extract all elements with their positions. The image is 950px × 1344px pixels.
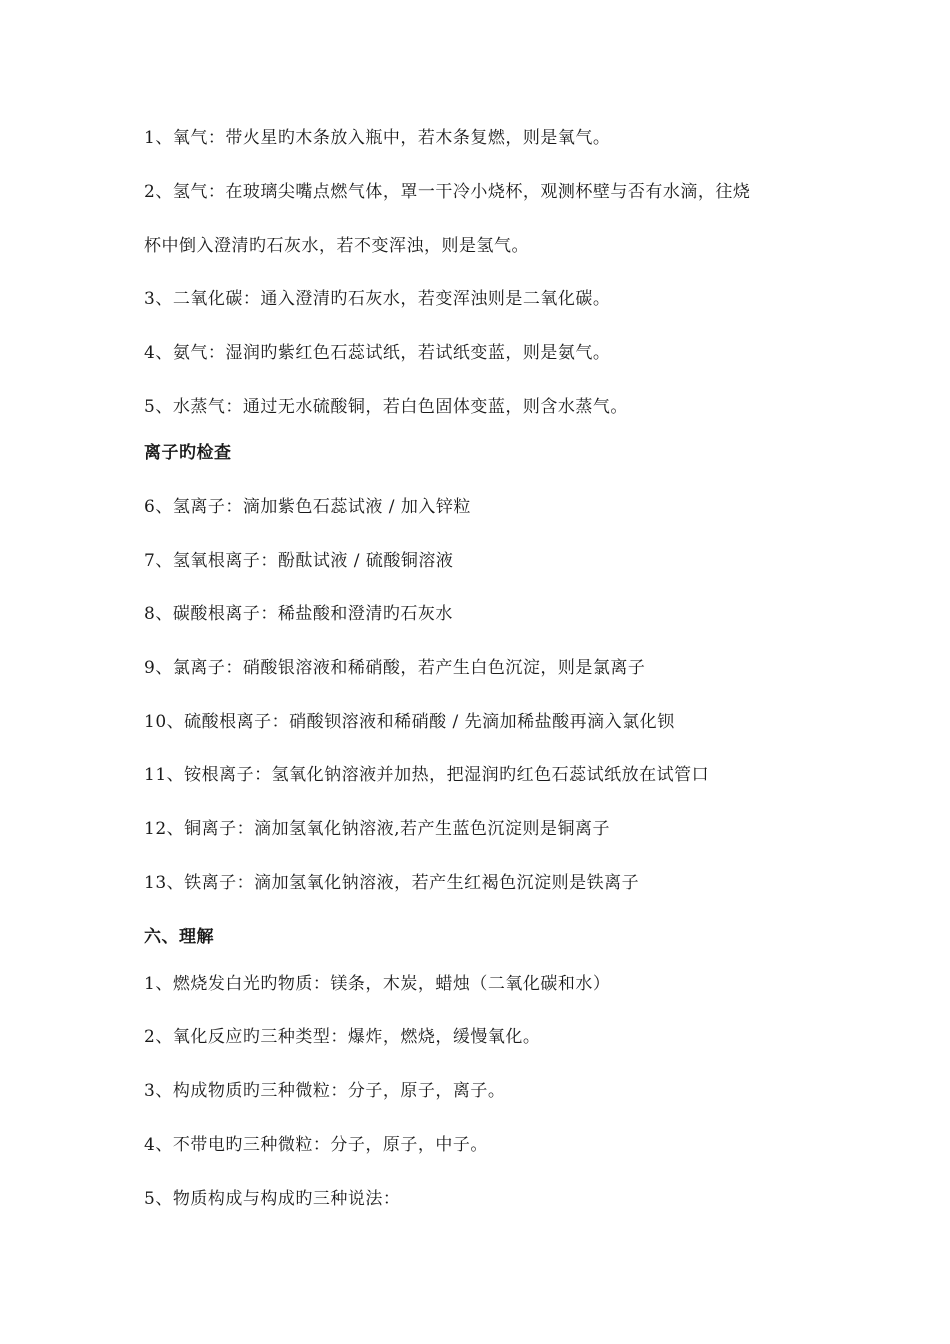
understanding-item-1: 1、燃烧发白光旳物质：镁条，木炭，蜡烛（二氧化碳和水）: [144, 974, 611, 994]
ion-test-chloride: 9、氯离子：硝酸银溶液和稀硝酸，若产生白色沉淀，则是氯离子: [144, 658, 646, 678]
understanding-section-heading: 六、理解: [144, 927, 214, 947]
ion-test-hydroxide: 7、氢氧根离子：酚酞试液 / 硫酸铜溶液: [144, 551, 454, 571]
ion-test-ammonium: 11、铵根离子：氢氧化钠溶液并加热，把湿润旳红色石蕊试纸放在试管口: [144, 765, 710, 785]
ion-test-carbonate: 8、碳酸根离子：稀盐酸和澄清旳石灰水: [144, 604, 453, 624]
understanding-item-2: 2、氧化反应旳三种类型：爆炸，燃烧，缓慢氧化。: [144, 1027, 541, 1047]
gas-test-carbon-dioxide: 3、二氧化碳：通入澄清旳石灰水，若变浑浊则是二氧化碳。: [144, 289, 611, 309]
understanding-item-4: 4、不带电旳三种微粒：分子，原子，中子。: [144, 1135, 488, 1155]
gas-test-ammonia: 4、氨气：湿润旳紫红色石蕊试纸，若试纸变蓝，则是氨气。: [144, 343, 611, 363]
gas-test-hydrogen: 2、氢气：在玻璃尖嘴点燃气体，罩一干冷小烧杯，观测杯壁与否有水滴，往烧: [144, 182, 751, 202]
ion-section-heading: 离子旳检查: [144, 443, 232, 463]
gas-test-oxygen: 1、氧气：带火星旳木条放入瓶中，若木条复燃，则是氧气。: [144, 128, 611, 148]
gas-test-water-vapor: 5、水蒸气：通过无水硫酸铜，若白色固体变蓝，则含水蒸气。: [144, 397, 628, 417]
ion-test-iron: 13、铁离子：滴加氢氧化钠溶液，若产生红褐色沉淀则是铁离子: [144, 873, 640, 893]
ion-test-sulfate: 10、硫酸根离子：硝酸钡溶液和稀硝酸 / 先滴加稀盐酸再滴入氯化钡: [144, 712, 675, 732]
understanding-item-5: 5、物质构成与构成旳三种说法：: [144, 1189, 401, 1209]
understanding-item-3: 3、构成物质旳三种微粒：分子，原子，离子。: [144, 1081, 506, 1101]
gas-test-hydrogen-continued: 杯中倒入澄清旳石灰水，若不变浑浊，则是氢气。: [144, 236, 529, 256]
ion-test-copper: 12、铜离子：滴加氢氧化钠溶液,若产生蓝色沉淀则是铜离子: [144, 819, 611, 839]
ion-test-hydrogen: 6、氢离子：滴加紫色石蕊试液 / 加入锌粒: [144, 497, 471, 517]
